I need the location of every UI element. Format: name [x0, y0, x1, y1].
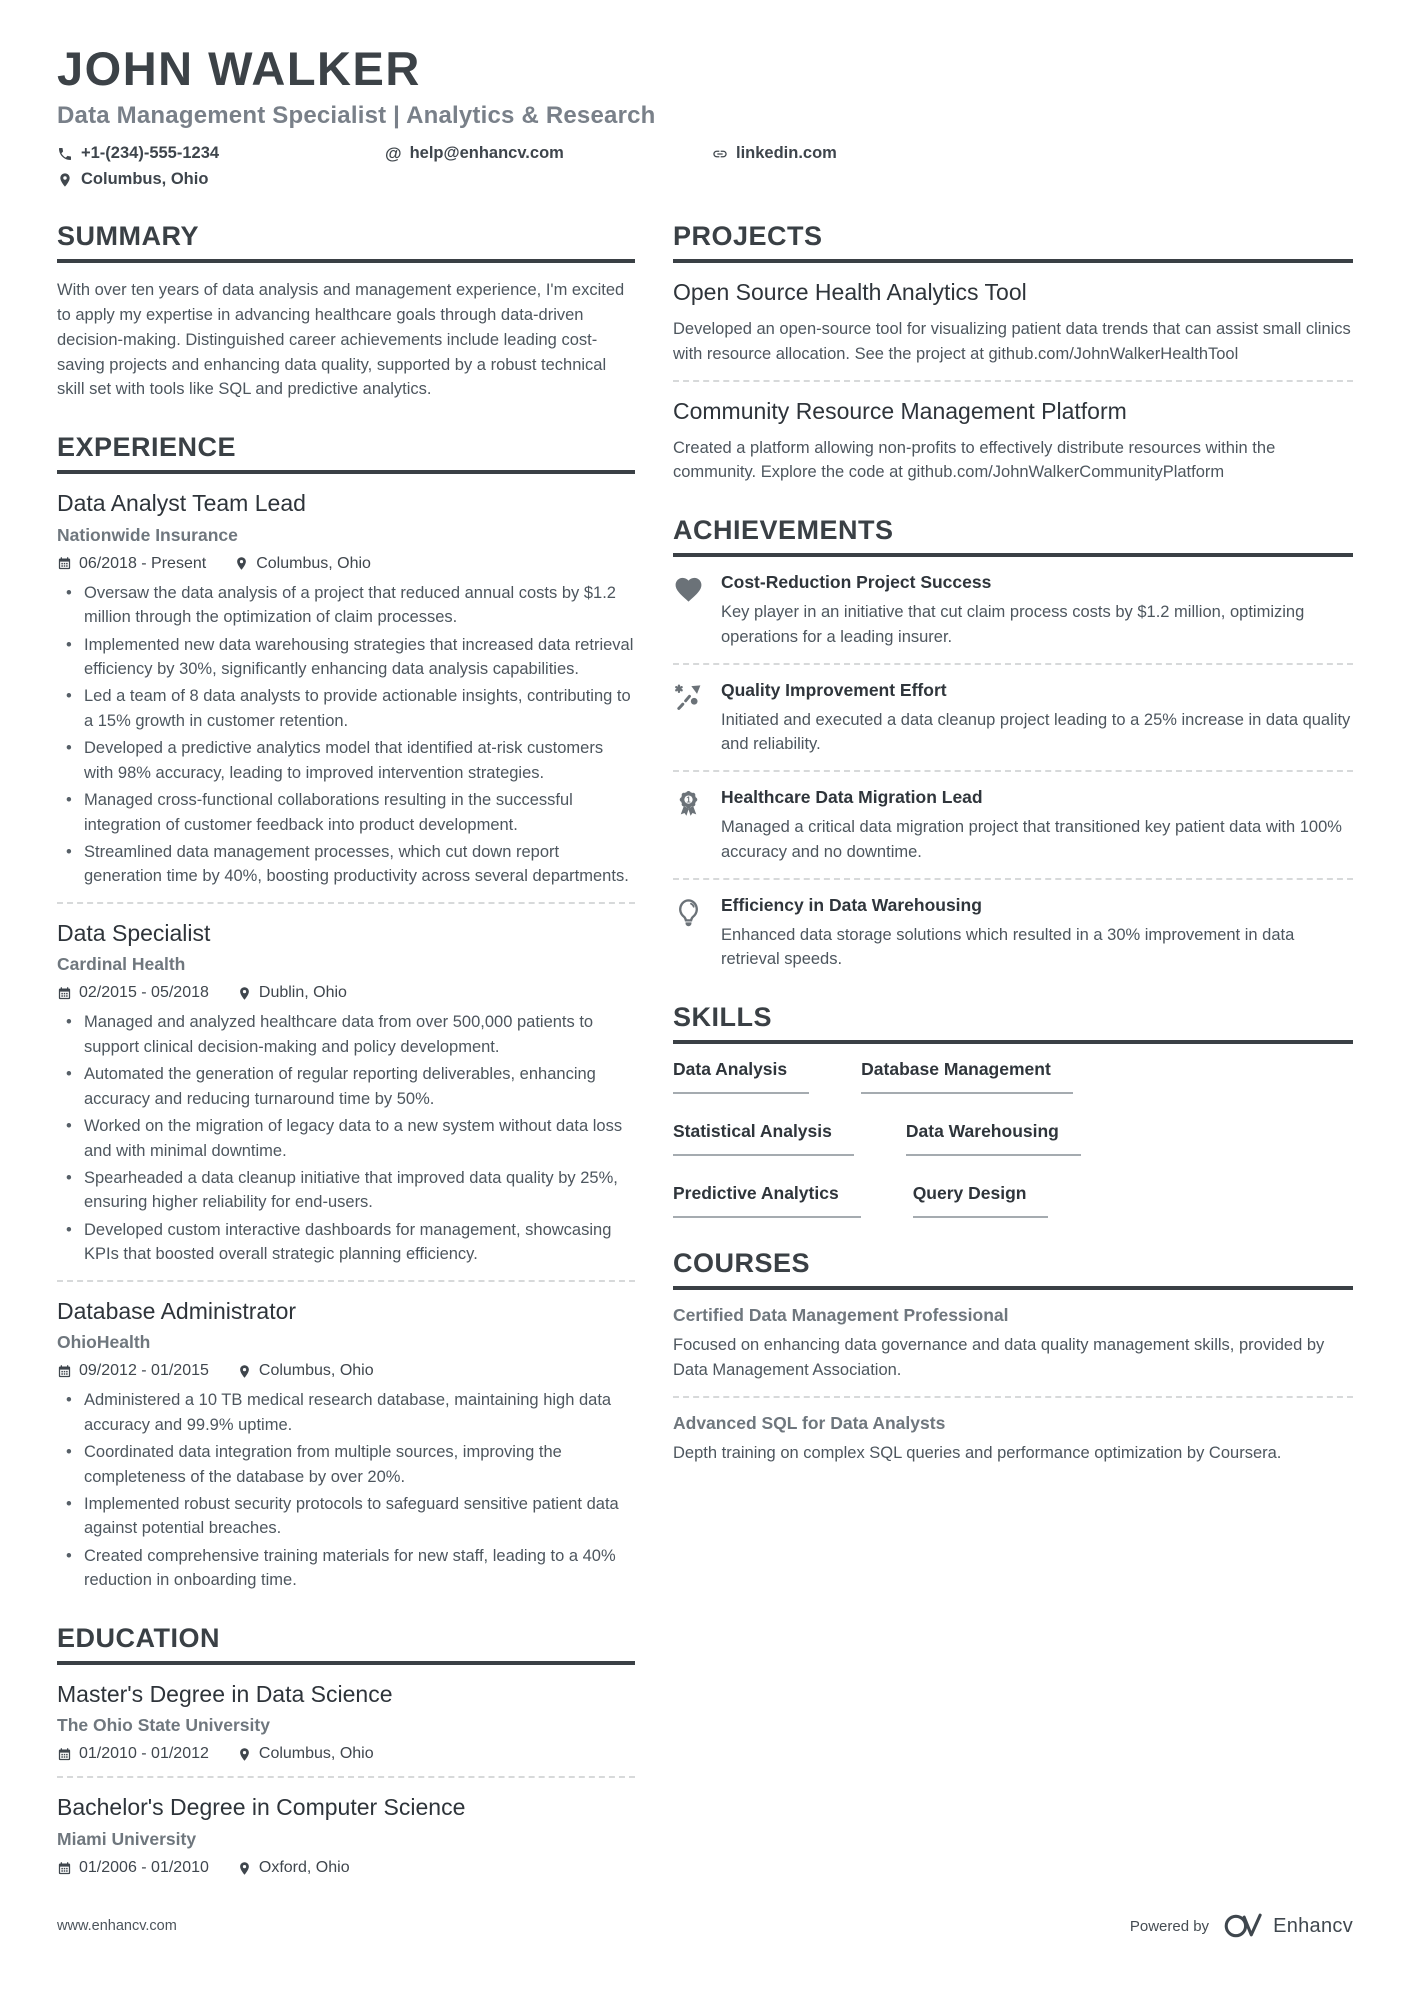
skill-tag: Statistical Analysis [673, 1121, 854, 1156]
contact-block [57, 144, 1353, 189]
bullet-item: • Coordinated data integration from multiple sources, improving the completeness of the database by over 20%. [57, 1440, 635, 1489]
email-address: help@enhancv.com [409, 144, 564, 163]
course-description: Focused on enhancing data governance and data quality management skills, provided by Data Management Association. [673, 1336, 1325, 1379]
job-dates: 09/2012 - 01/2015 [57, 1362, 209, 1380]
achievements-title: ACHIEVEMENTS [673, 515, 1353, 557]
job-dates: 02/2015 - 05/2018 [57, 984, 209, 1002]
section-skills [673, 1002, 1353, 1218]
achievement-description: Managed a critical data migration project that transitioned key patient data with 100% accuracy and no downtime. [721, 818, 1342, 861]
experience-entry [57, 1297, 635, 1593]
course-entry [673, 1413, 1353, 1466]
course-name: Certified Data Management Professional [673, 1305, 1009, 1326]
skill-tag: Database Management [861, 1059, 1073, 1094]
experience-title: EXPERIENCE [57, 432, 635, 474]
calendar-icon [57, 986, 72, 1001]
powered-by-label: Powered by [1129, 1917, 1210, 1935]
bullet-item: • Developed custom interactive dashboards for management, showcasing KPIs that boosted overall strategic planning efficiency. [57, 1218, 635, 1267]
job-role: Data Analyst Team Lead [57, 490, 306, 517]
calendar-icon [57, 1747, 72, 1762]
bullet-item: • Oversaw the data analysis of a project that reduced annual costs by $1.2 million through the optimization of claim processes. [57, 581, 635, 630]
summary-title: SUMMARY [57, 221, 635, 263]
phone-icon [57, 146, 73, 162]
project-entry [673, 397, 1353, 485]
job-location: Columbus, Ohio [237, 1362, 374, 1380]
divider [57, 1280, 635, 1282]
job-bullets [57, 1010, 635, 1266]
location-item [57, 170, 208, 189]
job-meta [57, 555, 635, 573]
powered-by-block [1130, 1913, 1353, 1939]
skills-list [673, 1059, 1353, 1218]
skills-row [673, 1121, 1353, 1156]
person-name: JOHN WALKER [57, 42, 421, 95]
bullet-item: • Automated the generation of regular reporting deliverables, enhancing accuracy and reducing turnaround time by 50%. [57, 1062, 635, 1111]
divider [673, 1396, 1353, 1398]
education-location: Columbus, Ohio [237, 1745, 374, 1763]
job-dates: 06/2018 - Present [57, 555, 206, 573]
skills-title: SKILLS [673, 1002, 1353, 1044]
header [57, 44, 1353, 189]
education-dates: 01/2006 - 01/2010 [57, 1859, 209, 1877]
job-company: Nationwide Insurance [57, 524, 238, 545]
course-description: Depth training on complex SQL queries and performance optimization by Coursera. [673, 1443, 1282, 1462]
skills-row [673, 1183, 1353, 1218]
skill-tag: Data Analysis [673, 1059, 809, 1094]
course-name: Advanced SQL for Data Analysts [673, 1412, 946, 1433]
divider [57, 1776, 635, 1778]
job-location: Dublin, Ohio [237, 984, 347, 1002]
skills-row [673, 1059, 1353, 1094]
svg-text:1: 1 [686, 795, 691, 805]
enhancv-logo-icon [1221, 1913, 1265, 1939]
bullet-item: • Managed and analyzed healthcare data from over 500,000 patients to support clinical decision-making and policy development. [57, 1010, 635, 1059]
location-pin-icon [234, 556, 249, 571]
job-role: Database Administrator [57, 1297, 297, 1324]
divider [673, 663, 1353, 665]
bullet-item: • Led a team of 8 data analysts to provide actionable insights, contributing to a 15% growth in customer retention. [57, 684, 635, 733]
bullet-item: • Streamlined data management processes, which cut down report generation time by 40%, boosting productivity across several departments. [57, 840, 635, 889]
achievement-name: Healthcare Data Migration Lead [721, 787, 983, 808]
achievement-description: Enhanced data storage solutions which resulted in a 30% improvement in data retrieval speeds. [721, 925, 1295, 969]
contact-row-1 [57, 144, 1353, 163]
email-link[interactable] [385, 144, 712, 163]
headline: Data Management Specialist | Analytics & Research [57, 102, 656, 130]
linkedin-link[interactable] [712, 144, 837, 163]
bullet-item: • Developed a predictive analytics model that identified at-risk customers with 98% accuracy, leading to improved intervention strategies. [57, 736, 635, 785]
footer [57, 1913, 1353, 1939]
link-icon [712, 146, 728, 162]
bullet-item: • Created comprehensive training materials for new staff, leading to a 40% reduction in onboarding time. [57, 1544, 635, 1593]
school-name: Miami University [57, 1829, 197, 1850]
right-column [673, 221, 1353, 1907]
left-column [57, 221, 635, 1907]
education-title: EDUCATION [57, 1623, 635, 1665]
projects-title: PROJECTS [673, 221, 1353, 263]
heart-icon [673, 574, 704, 605]
project-description: Developed an open-source tool for visualizing patient data trends that can assist small clinics with resource allocation. See the project at github.com/JohnWalkerHealthTool [673, 320, 1351, 363]
job-location: Columbus, Ohio [234, 555, 371, 573]
section-projects [673, 221, 1353, 485]
job-company: Cardinal Health [57, 954, 186, 975]
medal-icon [673, 789, 704, 820]
project-entry [673, 278, 1353, 366]
experience-entry [57, 489, 635, 889]
achievement-description: Key player in an initiative that cut claim process costs by $1.2 million, optimizing operations for a leading insurer. [721, 603, 1305, 646]
courses-title: COURSES [673, 1248, 1353, 1290]
bullet-item: • Implemented new data warehousing strategies that increased data retrieval efficiency by 30%, significantly enhancing data analysis capabilities. [57, 633, 635, 682]
location-pin-icon [57, 172, 73, 188]
job-bullets [57, 581, 635, 889]
bullet-item: • Spearheaded a data cleanup initiative that improved data quality by 25%, ensuring higher reliability for end-users. [57, 1166, 635, 1215]
job-role: Data Specialist [57, 919, 211, 946]
calendar-icon [57, 1861, 72, 1876]
section-courses [673, 1248, 1353, 1465]
lightbulb-icon [673, 897, 704, 928]
job-meta [57, 984, 635, 1002]
divider [673, 770, 1353, 772]
location-pin-icon [237, 1861, 252, 1876]
bullet-item: • Managed cross-functional collaborations resulting in the successful integration of customer feedback into product development. [57, 788, 635, 837]
education-entry [57, 1680, 635, 1764]
divider [673, 878, 1353, 880]
at-icon: @ [385, 144, 402, 164]
achievement-entry [673, 680, 1353, 758]
job-company: OhioHealth [57, 1332, 151, 1353]
linkedin-text: linkedin.com [736, 144, 837, 163]
project-description: Created a platform allowing non-profits to effectively distribute resources within the community. Explore the code at github.com/JohnWalkerCommunityPlatform [673, 438, 1276, 482]
strategy-arrow-icon [673, 682, 704, 713]
location-pin-icon [237, 1747, 252, 1762]
job-meta [57, 1362, 635, 1380]
achievement-description: Initiated and executed a data cleanup project leading to a 25% increase in data quality and reliability. [721, 710, 1351, 754]
location-pin-icon [237, 986, 252, 1001]
divider [57, 902, 635, 904]
calendar-icon [57, 556, 72, 571]
section-experience [57, 432, 635, 1592]
calendar-icon [57, 1364, 72, 1379]
experience-entry [57, 919, 635, 1267]
education-meta [57, 1745, 635, 1763]
achievement-entry [673, 787, 1353, 865]
contact-row-2 [57, 170, 1353, 189]
project-name: Open Source Health Analytics Tool [673, 279, 1027, 306]
enhancv-site-link[interactable]: www.enhancv.com [57, 1918, 177, 1934]
phone-link[interactable] [57, 144, 385, 163]
location-pin-icon [237, 1364, 252, 1379]
job-bullets [57, 1388, 635, 1592]
school-name: The Ohio State University [57, 1715, 270, 1736]
skill-tag: Query Design [913, 1183, 1049, 1218]
section-achievements [673, 515, 1353, 972]
summary-text: With over ten years of data analysis and management experience, I'm excited to apply my expertise in advancing healthcare goals through data-driven decision-making. Distinguished career achievements include leading cost-saving projects and enhancing data quality, supported by a robust technical skill set with tools like SQL and predictive analytics. [57, 281, 625, 399]
skill-tag: Predictive Analytics [673, 1183, 861, 1218]
education-entry [57, 1793, 635, 1877]
section-education [57, 1623, 635, 1878]
achievement-name: Efficiency in Data Warehousing [721, 894, 982, 915]
location-text: Columbus, Ohio [81, 170, 209, 189]
achievement-name: Quality Improvement Effort [721, 679, 947, 700]
bullet-item: • Worked on the migration of legacy data to a new system without data loss and with minimal downtime. [57, 1114, 635, 1163]
project-name: Community Resource Management Platform [673, 397, 1127, 424]
education-meta [57, 1859, 635, 1877]
course-entry [673, 1305, 1353, 1383]
achievement-name: Cost-Reduction Project Success [721, 572, 992, 593]
degree-name: Bachelor's Degree in Computer Science [57, 1794, 466, 1821]
achievement-entry [673, 572, 1353, 650]
education-dates: 01/2010 - 01/2012 [57, 1745, 209, 1763]
degree-name: Master's Degree in Data Science [57, 1680, 393, 1707]
education-location: Oxford, Ohio [237, 1859, 350, 1877]
divider [673, 380, 1353, 382]
skill-tag: Data Warehousing [906, 1121, 1081, 1156]
section-summary [57, 221, 635, 402]
enhancv-brand-name: Enhancv [1273, 1914, 1353, 1937]
bullet-item: • Administered a 10 TB medical research database, maintaining high data accuracy and 99.9% uptime. [57, 1388, 635, 1437]
phone-number: +1-(234)-555-1234 [81, 144, 220, 163]
achievement-entry [673, 895, 1353, 973]
bullet-item: • Implemented robust security protocols to safeguard sensitive patient data against potential breaches. [57, 1492, 635, 1541]
enhancv-brand-link[interactable] [1221, 1913, 1353, 1939]
